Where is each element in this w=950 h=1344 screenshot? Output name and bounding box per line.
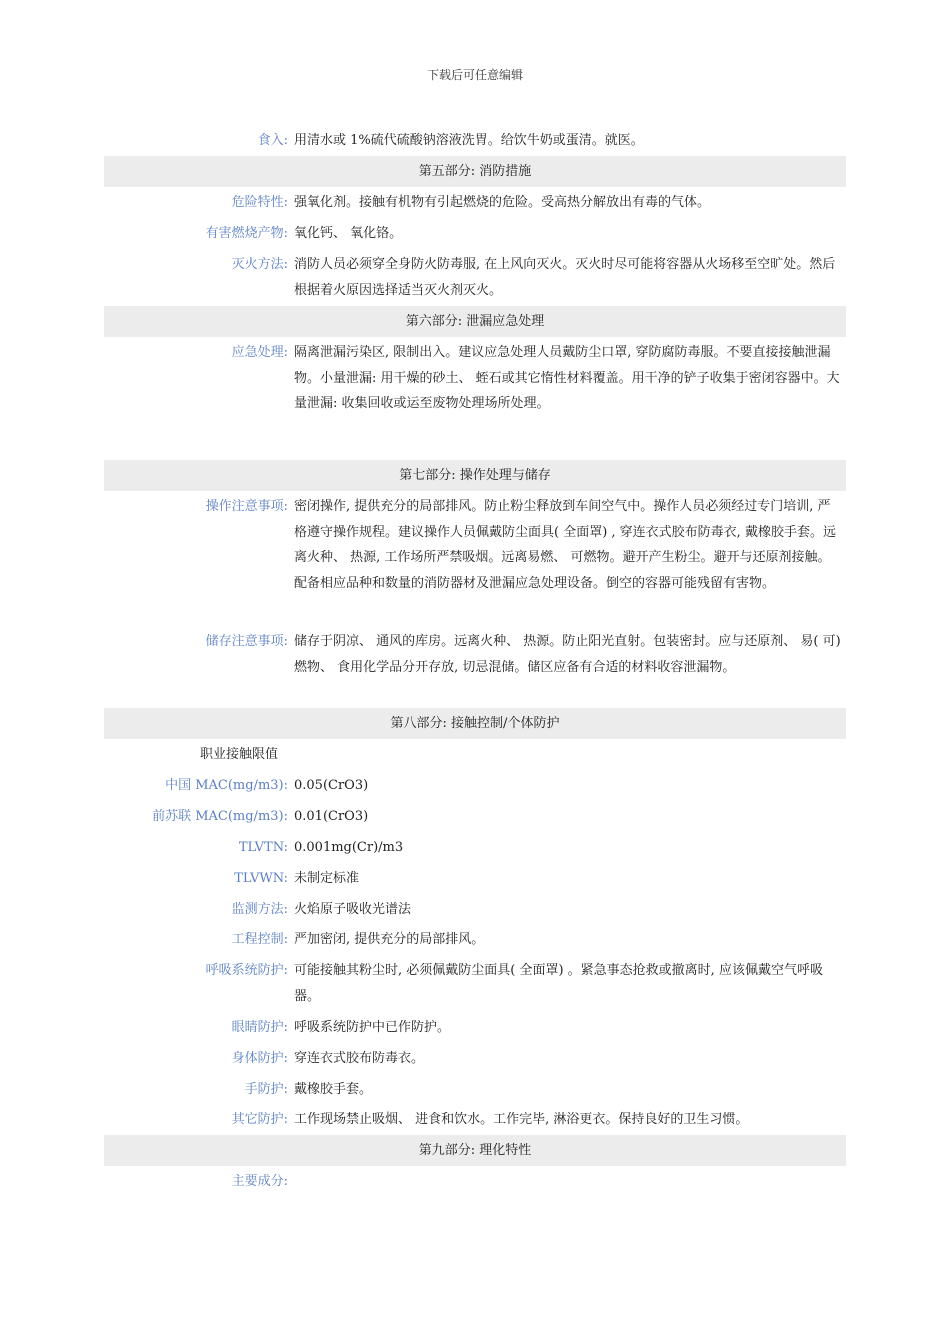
field-label: 工程控制: <box>231 932 288 947</box>
field-value: 0.001mg(Cr)/m3 <box>294 840 404 855</box>
field-label: TLVTN: <box>238 840 288 855</box>
occupational-limits-heading: 职业接触限值 <box>200 747 279 762</box>
field-value: 0.01(CrO3) <box>294 809 369 824</box>
field-value: 严加密闭, 提供充分的局部排风。 <box>294 932 485 947</box>
field-label: 中国 MAC(mg/m3): <box>165 778 288 793</box>
field-label: 呼吸系统防护: <box>205 963 288 978</box>
field-value: 密闭操作, 提供充分的局部排风。防止粉尘释放到车间空气中。操作人员必须经过专门培训, 严格遵守操作规程。建议操作人员佩戴防尘面具( 全面罩) , 穿连衣式胶布防毒衣, 戴橡胶手套。远离火种、 热源, 工作场所严禁吸烟。远离易燃、 可燃物。避开产生粉尘。避开与还原剂接触。配备相应品种和数量的消防器材及泄漏应急处理设备。倒空的容器可能残留有害物。 <box>294 499 836 591</box>
section-header-9: 第九部分: 理化特性 <box>104 1135 846 1166</box>
field-label: 灭火方法: <box>231 257 288 272</box>
field-label: 主要成分: <box>231 1174 288 1189</box>
field-label: 前苏联 MAC(mg/m3): <box>152 809 288 824</box>
field-value: 储存于阴凉、 通风的库房。远离火种、 热源。防止阳光直射。包装密封。应与还原剂、 易( 可) 燃物、 食用化学品分开存放, 切忌混储。储区应备有合适的材料收容泄漏物。 <box>294 634 841 675</box>
field-label: 应急处理: <box>231 345 288 360</box>
field-value: 消防人员必须穿全身防火防毒服, 在上风向灭火。灭火时尽可能将容器从火场移至空旷处。然后根据着火原因选择适当灭火剂灭火。 <box>294 257 836 298</box>
field-value: 未制定标准 <box>294 871 360 886</box>
field-value: 工作现场禁止吸烟、 进食和饮水。工作完毕, 淋浴更衣。保持良好的卫生习惯。 <box>294 1112 749 1127</box>
field-value: 穿连衣式胶布防毒衣。 <box>294 1051 425 1066</box>
field-label: 操作注意事项: <box>205 499 288 514</box>
field-label: 其它防护: <box>231 1112 288 1127</box>
field-label: 身体防护: <box>231 1051 288 1066</box>
field-label: 有害燃烧产物: <box>205 226 288 241</box>
field-value: 隔离泄漏污染区, 限制出入。建议应急处理人员戴防尘口罩, 穿防腐防毒服。不要直接接触泄漏物。小量泄漏: 用干燥的砂土、 蛭石或其它惰性材料覆盖。用干净的铲子收集于密闭容器中。大量泄漏: 收集回收或运至废物处理场所处理。 <box>294 345 840 411</box>
field-value: 可能接触其粉尘时, 必须佩戴防尘面具( 全面罩) 。紧急事态抢救或撤离时, 应该佩戴空气呼吸器。 <box>294 963 823 1004</box>
section-header-5: 第五部分: 消防措施 <box>104 156 846 187</box>
field-value: 强氧化剂。接触有机物有引起燃烧的危险。受高热分解放出有毒的气体。 <box>294 195 711 210</box>
section-header-7: 第七部分: 操作处理与储存 <box>104 460 846 491</box>
field-value: 氧化钙、 氧化铬。 <box>294 226 403 241</box>
field-label: 储存注意事项: <box>205 634 288 649</box>
field-label: TLVWN: <box>234 871 288 886</box>
field-value: 0.05(CrO3) <box>294 778 369 793</box>
page-header: 下载后可任意编辑 <box>426 68 523 82</box>
field-value: 戴橡胶手套。 <box>294 1082 373 1097</box>
field-value: 呼吸系统防护中已作防护。 <box>294 1020 451 1035</box>
field-label: 食入: <box>257 133 288 148</box>
field-label: 手防护: <box>244 1082 288 1097</box>
field-value: 用清水或 1%硫代硫酸钠溶液洗胃。给饮牛奶或蛋清。就医。 <box>294 133 644 148</box>
field-label: 眼睛防护: <box>231 1020 288 1035</box>
section-header-8: 第八部分: 接触控制/个体防护 <box>104 708 846 739</box>
field-label: 监测方法: <box>231 902 288 917</box>
field-label: 危险特性: <box>231 195 288 210</box>
section-header-6: 第六部分: 泄漏应急处理 <box>104 306 846 337</box>
field-value: 火焰原子吸收光谱法 <box>294 902 412 917</box>
